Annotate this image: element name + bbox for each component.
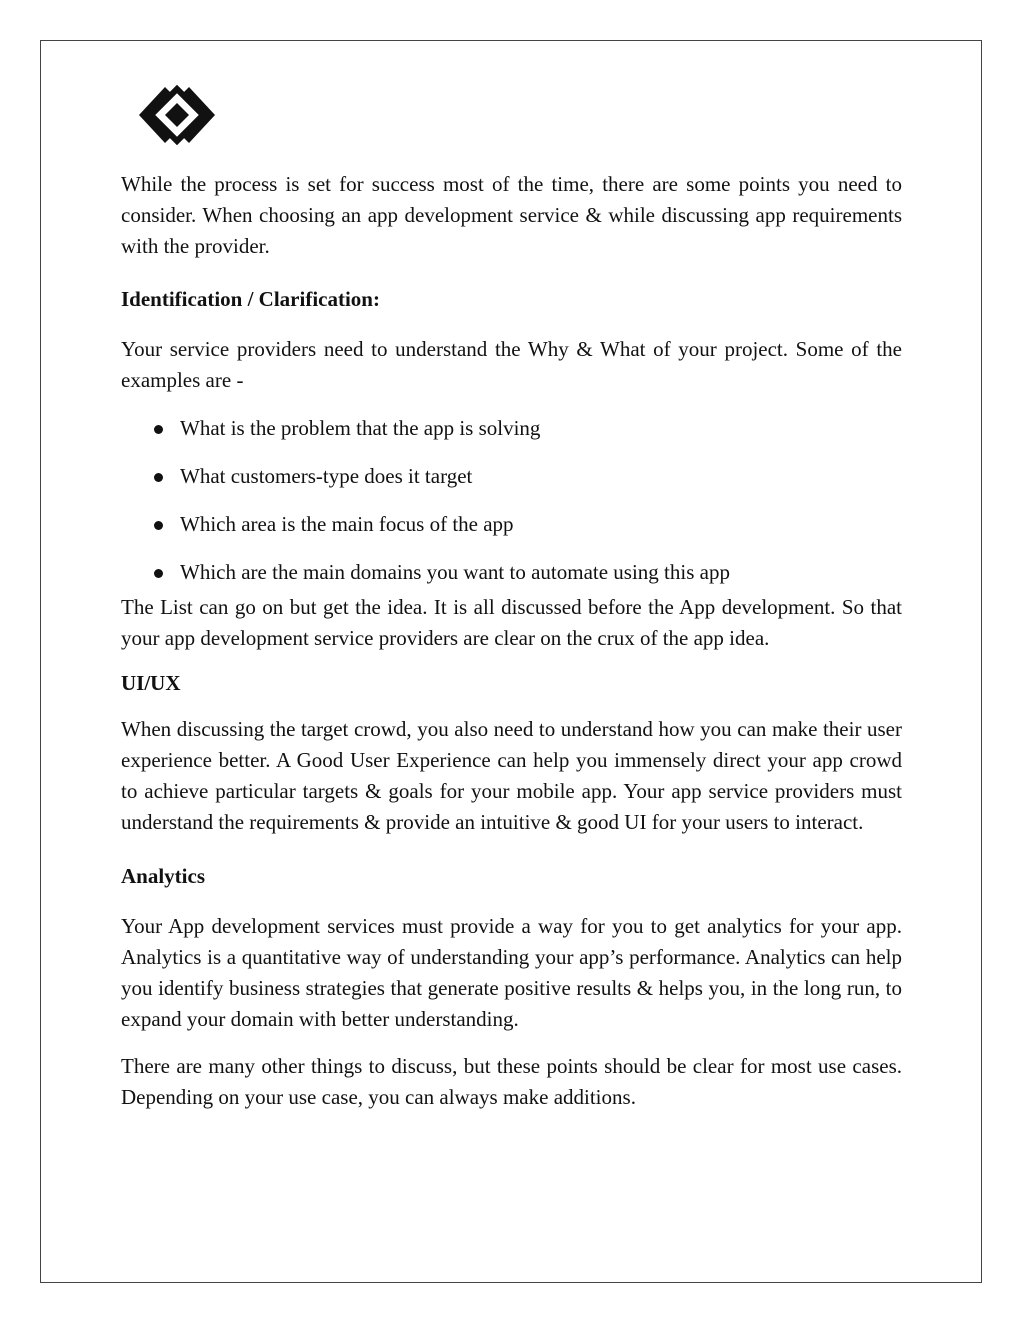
requirements-list [121,413,902,588]
identification-paragraph: Your service providers need to understand the Why & What of your project. Some of the examples are - [121,337,902,392]
list-item [121,509,902,540]
uiux-paragraph: When discussing the target crowd, you also need to understand how you can make their user experience better. A Good User Experience can help you immensely direct your app crowd to achieve particular targets & goals for your mobile app. Your app service providers must understand the requirements & provide an intuitive & good UI for your users to interact. [121,717,902,834]
conclusion-paragraph: There are many other things to discuss, but these points should be clear for most use cases. Depending on your use case, you can always make additions. [121,1054,902,1109]
list-item-text: Which are the main domains you want to automate using this app [180,560,730,584]
analytics-heading: Analytics [121,864,205,888]
list-item-text: What customers-type does it target [180,464,473,488]
document-body [121,169,902,1113]
list-item [121,413,902,444]
identification-closing-paragraph: The List can go on but get the idea. It is all discussed before the App development. So that your app development service providers are clear on the crux of the app idea. [121,595,902,650]
intro-paragraph: While the process is set for success most of the time, there are some points you need to consider. When choosing an app development service & while discussing app requirements with the provider. [121,172,902,258]
list-item-text: Which area is the main focus of the app [180,512,514,536]
identification-heading: Identification / Clarification: [121,287,380,311]
bullet-icon [154,473,163,482]
analytics-paragraph: Your App development services must provide a way for you to get analytics for your app. Analytics is a quantitative way of understanding your app’s performance. Analytics can help you identify business strategies that generate positive results & helps you, in the long run, to expand your domain with better understanding. [121,914,902,1031]
uiux-heading: UI/UX [121,671,181,695]
list-item-text: What is the problem that the app is solving [180,416,541,440]
bullet-icon [154,569,163,578]
diamond-logo-icon [139,83,215,147]
bullet-icon [154,521,163,530]
list-item [121,557,902,588]
list-item [121,461,902,492]
bullet-icon [154,425,163,434]
